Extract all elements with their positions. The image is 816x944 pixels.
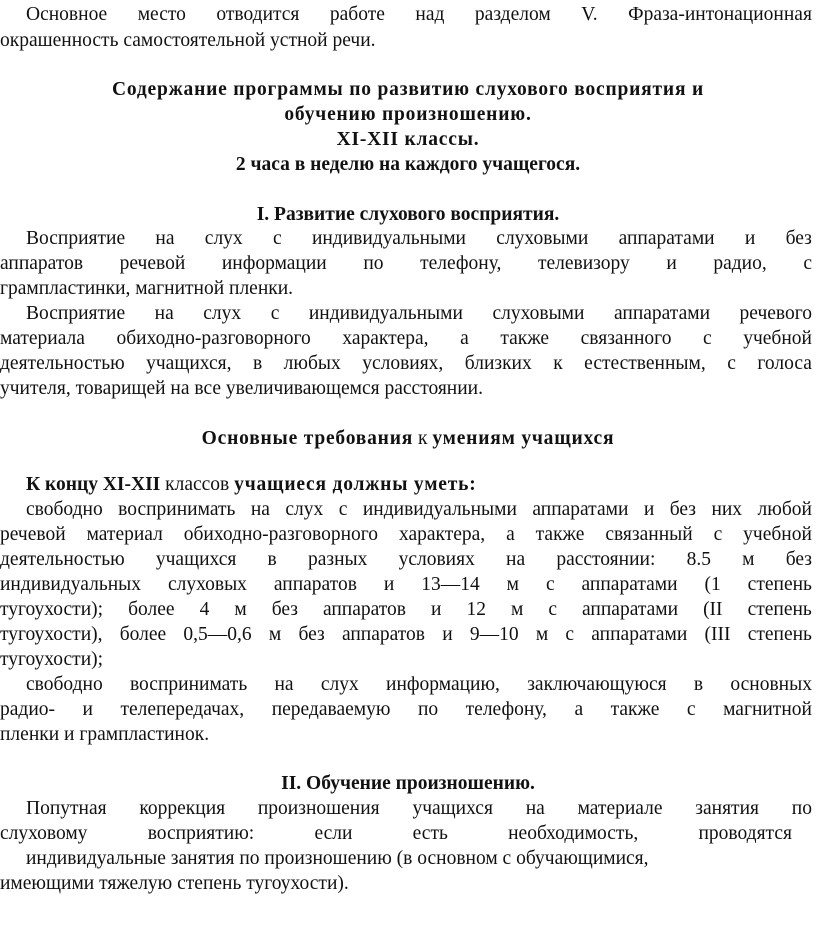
requirement-1-line-2: [0, 522, 812, 547]
word: учебной: [743, 524, 812, 545]
word: голоса: [757, 353, 812, 374]
word: без: [785, 549, 812, 570]
requirements-heading-bold-2: умениям учащихся: [432, 428, 615, 449]
section-2-line-1: [26, 796, 812, 821]
word: также: [500, 328, 550, 349]
word: в: [693, 674, 704, 695]
word: с: [803, 253, 812, 274]
word: основных: [730, 674, 812, 695]
word: с: [545, 574, 555, 595]
word: проводятся: [698, 823, 792, 844]
word: естественным,: [584, 353, 706, 374]
word: и: [383, 574, 395, 595]
word: слуховому: [0, 823, 88, 844]
word: передаваемую: [271, 699, 391, 720]
word: произношения: [257, 798, 380, 819]
word: слух: [285, 499, 324, 520]
requirements-heading-bold-1: Основные требования: [201, 428, 414, 449]
section-1-p2-line-1: [26, 301, 812, 326]
requirements-lead-bold-2: учащиеся должны уметь:: [234, 474, 477, 495]
word: связанный: [605, 524, 693, 545]
word: по: [791, 798, 812, 819]
word: по: [417, 699, 439, 720]
word: материале: [577, 798, 663, 819]
program-heading-line-2: обучению произношению.: [284, 104, 532, 125]
word: индивидуальных: [0, 574, 142, 595]
word: с: [565, 624, 575, 645]
word: над: [415, 4, 445, 25]
word: аппаратов: [341, 624, 425, 645]
word: и: [442, 624, 453, 645]
section-1-p2-line-4: учителя, товарищей на все увеличивающемся расстоянии.: [0, 378, 483, 399]
word: место: [137, 4, 186, 25]
word: аппаратами: [591, 624, 688, 645]
section-1-p2-line-2: [0, 326, 812, 351]
word: воспринимать: [129, 674, 248, 695]
word: а: [574, 699, 584, 720]
word: в: [252, 353, 263, 374]
word: слуховыми: [492, 303, 585, 324]
word: слуховыми: [496, 228, 589, 249]
word: характера,: [342, 328, 429, 349]
program-heading-line-3: XI-XII классы.: [336, 129, 480, 150]
program-heading-line-4: 2 часа в неделю на каждого учащегося.: [235, 154, 581, 175]
word: аппаратами: [532, 499, 629, 520]
word: отводится: [216, 4, 300, 25]
word: с: [703, 328, 712, 349]
word: на: [250, 499, 270, 520]
requirement-2-line-1: [26, 672, 812, 697]
word: (1: [704, 574, 721, 595]
word: индивидуальными: [362, 499, 517, 520]
word: на: [525, 798, 545, 819]
word: более: [119, 624, 167, 645]
word: степень: [747, 574, 812, 595]
word: учащихся: [155, 549, 237, 570]
word: любых: [283, 353, 341, 374]
word: с: [548, 599, 558, 620]
section-1-p2-line-3: [0, 351, 812, 376]
word: телефону,: [420, 253, 502, 274]
word: обиходно-разговорного: [116, 328, 311, 349]
word: также: [535, 524, 585, 545]
word: м: [742, 549, 755, 570]
word: материала: [0, 328, 85, 349]
word: заключающуюся: [527, 674, 667, 695]
requirements-lead: [26, 472, 812, 497]
word: с: [727, 353, 736, 374]
word: более: [128, 599, 175, 620]
word: разделом: [474, 4, 551, 25]
word: слух: [203, 303, 242, 324]
word: радио,: [713, 253, 767, 274]
intro-line-1: [26, 2, 812, 27]
word: речевого: [739, 303, 812, 324]
word: занятия: [695, 798, 759, 819]
word: степень: [747, 599, 812, 620]
word: 0,5—0,6: [183, 624, 252, 645]
word: м: [268, 624, 282, 645]
requirements-lead-bold-1: К концу XI-XII: [26, 474, 161, 495]
word: разных: [307, 549, 368, 570]
word: телефону,: [465, 699, 547, 720]
word: к: [553, 353, 563, 374]
word: информации: [221, 253, 327, 274]
word: учащихся,: [146, 353, 232, 374]
requirements-heading: [0, 426, 816, 451]
word: слух: [204, 228, 243, 249]
word: расстоянии:: [556, 549, 656, 570]
word: Восприятие: [26, 303, 126, 324]
word: магнитной: [723, 699, 812, 720]
requirements-heading-normal: к: [417, 428, 428, 449]
word: м: [511, 599, 524, 620]
word: материал: [86, 524, 163, 545]
section-2-line-2: [0, 821, 792, 846]
word: обиходно-разговорного: [183, 524, 379, 545]
requirement-2-line-2: [0, 697, 812, 722]
word: них: [711, 499, 743, 520]
word: информацию,: [386, 674, 500, 695]
word: а: [506, 524, 515, 545]
word: тугоухости),: [0, 624, 103, 645]
requirement-1-line-4: [0, 572, 812, 597]
word: свободно: [26, 499, 103, 520]
word: учебной: [743, 328, 812, 349]
word: с: [338, 499, 348, 520]
word: и: [744, 228, 756, 249]
word: характера,: [398, 524, 486, 545]
word: Фраза-интонационная: [628, 4, 812, 25]
word: м: [506, 574, 519, 595]
word: на: [155, 228, 175, 249]
requirement-1-line-7: тугоухости);: [0, 649, 104, 670]
word: на: [154, 303, 174, 324]
word: 12: [466, 599, 486, 620]
word: и: [643, 499, 655, 520]
section-2-line-4: имеющими тяжелую степень тугоухости).: [0, 873, 349, 894]
word: (III: [704, 624, 731, 645]
word: без: [271, 599, 298, 620]
word: индивидуальными: [311, 228, 466, 249]
word: м: [535, 624, 549, 645]
word: и: [82, 699, 93, 720]
word: 4: [199, 599, 210, 620]
requirement-1-line-6: [0, 622, 812, 647]
word: радио-: [0, 699, 56, 720]
word: аппаратами: [581, 574, 678, 595]
word: Основное: [26, 4, 108, 25]
word: на: [506, 549, 526, 570]
word: близких: [464, 353, 532, 374]
word: аппаратов: [0, 253, 84, 274]
word: Восприятие: [26, 228, 126, 249]
word: также: [610, 699, 660, 720]
word: степень: [747, 624, 812, 645]
word: Попутная: [26, 798, 107, 819]
word: без: [298, 624, 325, 645]
section-1-title: I. Развитие слухового восприятия.: [256, 204, 560, 225]
requirement-2-line-3: пленки и грампластинок.: [0, 724, 210, 745]
word: работе: [329, 4, 385, 25]
word: необходимость,: [508, 823, 639, 844]
word: (II: [703, 599, 723, 620]
word: любой: [757, 499, 812, 520]
word: индивидуальными: [308, 303, 463, 324]
requirement-1-line-1: [26, 497, 812, 522]
word: условиях,: [362, 353, 444, 374]
word: с: [686, 699, 696, 720]
requirement-1-line-5: [0, 597, 812, 622]
word: в: [267, 549, 277, 570]
section-2-title: II. Обучение произношению.: [281, 773, 535, 794]
word: тугоухости);: [0, 599, 104, 620]
word: свободно: [26, 674, 103, 695]
word: речевой: [0, 524, 66, 545]
word: на: [274, 674, 294, 695]
word: телепередачах,: [120, 699, 245, 720]
word: без: [785, 228, 812, 249]
word: деятельностью: [0, 549, 125, 570]
word: аппаратов: [273, 574, 357, 595]
program-heading-line-1: Содержание программы по развитию слухового восприятия и: [111, 79, 705, 100]
section-1-p1-line-2: [0, 251, 812, 276]
word: воспринимать: [118, 499, 236, 520]
word: без: [669, 499, 696, 520]
word: слух: [320, 674, 359, 695]
word: деятельностью: [0, 353, 125, 374]
word: м: [234, 599, 247, 620]
word: есть: [412, 823, 448, 844]
word: речевой: [119, 253, 186, 274]
word: и: [666, 253, 677, 274]
word: аппаратами: [613, 303, 710, 324]
word: аппаратами: [618, 228, 715, 249]
word: коррекция: [139, 798, 226, 819]
word: 13—14: [421, 574, 480, 595]
section-2-line-3: индивидуальные занятия по произношению (в основном с обучающимися,: [26, 848, 649, 869]
word: аппаратов: [322, 599, 407, 620]
word: 9—10: [469, 624, 519, 645]
word: телевизору: [537, 253, 630, 274]
requirements-lead-normal: классов: [165, 474, 230, 495]
word: 8.5: [686, 549, 711, 570]
word: слуховых: [167, 574, 247, 595]
word: а: [460, 328, 469, 349]
section-1-p1-line-1: [26, 226, 812, 251]
word: с: [270, 303, 280, 324]
word: и: [431, 599, 442, 620]
word: с: [713, 524, 723, 545]
requirement-1-line-3: [0, 547, 812, 572]
intro-line-2: окрашенность самостоятельной устной речи.: [0, 30, 376, 51]
word: восприятию:: [147, 823, 255, 844]
word: связанного: [580, 328, 672, 349]
word: с: [272, 228, 282, 249]
word: V.: [581, 4, 598, 25]
word: аппаратами: [582, 599, 679, 620]
word: учащихся: [412, 798, 493, 819]
word: по: [363, 253, 384, 274]
word: условиях: [398, 549, 475, 570]
word: если: [314, 823, 353, 844]
section-1-p1-line-3: грампластинки, магнитной пленки.: [0, 278, 294, 299]
